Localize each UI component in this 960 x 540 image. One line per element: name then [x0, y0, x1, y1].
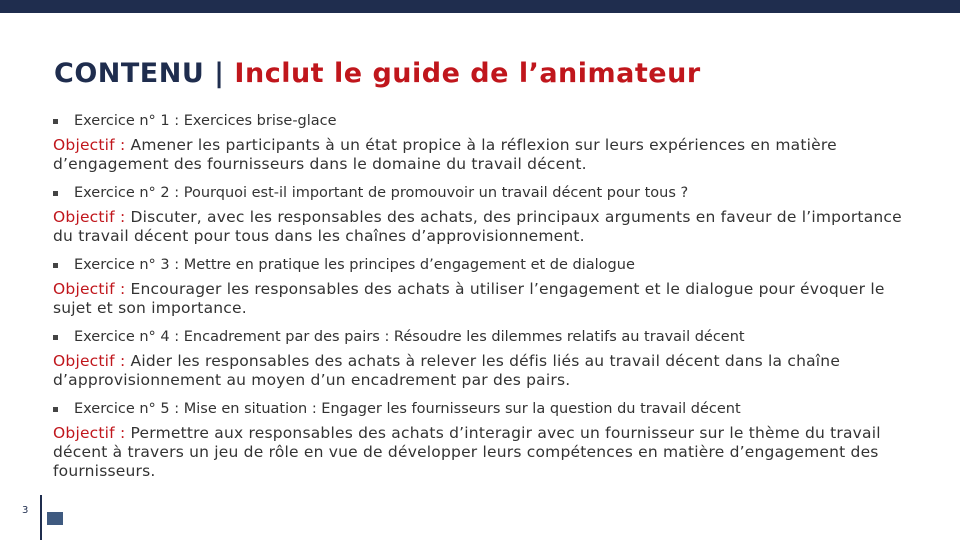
exercise-item: [53, 400, 913, 481]
exercise-item: [53, 256, 913, 318]
bullet-square-icon: [53, 263, 58, 268]
objective-text: [53, 136, 913, 174]
bullet-square-icon: [53, 191, 58, 196]
bullet-square-icon: [53, 119, 58, 124]
exercise-title: Exercice n° 3 : Mettre en pratique les principes d’engagement et de dialogue: [74, 257, 635, 273]
exercise-title: Exercice n° 5 : Mise en situation : Engager les fournisseurs sur la question du travail décent: [74, 401, 741, 417]
bullet-square-icon: [53, 335, 58, 340]
exercise-bullet: [53, 112, 913, 131]
slide-title: [54, 58, 701, 89]
objective-text: [53, 280, 913, 318]
objective-label: Objectif :: [53, 136, 126, 154]
exercise-item: [53, 112, 913, 174]
exercise-list: [53, 112, 913, 491]
objective-label: Objectif :: [53, 280, 126, 298]
exercise-title: Exercice n° 2 : Pourquoi est-il important de promouvoir un travail décent pour tous ?: [74, 185, 689, 201]
objective-label: Objectif :: [53, 424, 126, 442]
objective-text: [53, 352, 913, 390]
objective-text: [53, 424, 913, 481]
bullet-square-icon: [53, 407, 58, 412]
exercise-bullet: [53, 328, 913, 347]
objective-label: Objectif :: [53, 352, 126, 370]
page-number: 3: [22, 505, 29, 516]
exercise-title: Exercice n° 4 : Encadrement par des pairs : Résoudre les dilemmes relatifs au travail décent: [74, 329, 745, 345]
objective-label: Objectif :: [53, 208, 126, 226]
footer-square-icon: [47, 512, 63, 525]
objective-body: Discuter, avec les responsables des achats, des principaux arguments en faveur de l’importance du travail décent pour tous dans les chaînes d’approvisionnement.: [53, 208, 902, 245]
exercise-item: [53, 328, 913, 390]
objective-body: Amener les participants à un état propice à la réflexion sur leurs expériences en matière d’engagement des fournisseurs dans le domaine du travail décent.: [53, 136, 837, 173]
title-highlight: Inclut le guide de l’animateur: [234, 58, 701, 89]
objective-body: Aider les responsables des achats à relever les défis liés au travail décent dans la chaîne d’approvisionnement au moyen d’un encadrement par des pairs.: [53, 352, 841, 389]
exercise-bullet: [53, 184, 913, 203]
top-bar: [0, 0, 960, 13]
exercise-item: [53, 184, 913, 246]
objective-body: Permettre aux responsables des achats d’interagir avec un fournisseur sur le thème du travail décent à travers un jeu de rôle en vue de développer leurs compétences en matière d’engagement des fournisseurs.: [53, 424, 881, 480]
exercise-bullet: [53, 256, 913, 275]
exercise-bullet: [53, 400, 913, 419]
exercise-title: Exercice n° 1 : Exercices brise-glace: [74, 113, 337, 129]
objective-text: [53, 208, 913, 246]
footer-divider: [40, 495, 42, 540]
objective-body: Encourager les responsables des achats à utiliser l’engagement et le dialogue pour évoquer le sujet et son importance.: [53, 280, 885, 317]
title-prefix: CONTENU |: [54, 58, 235, 89]
